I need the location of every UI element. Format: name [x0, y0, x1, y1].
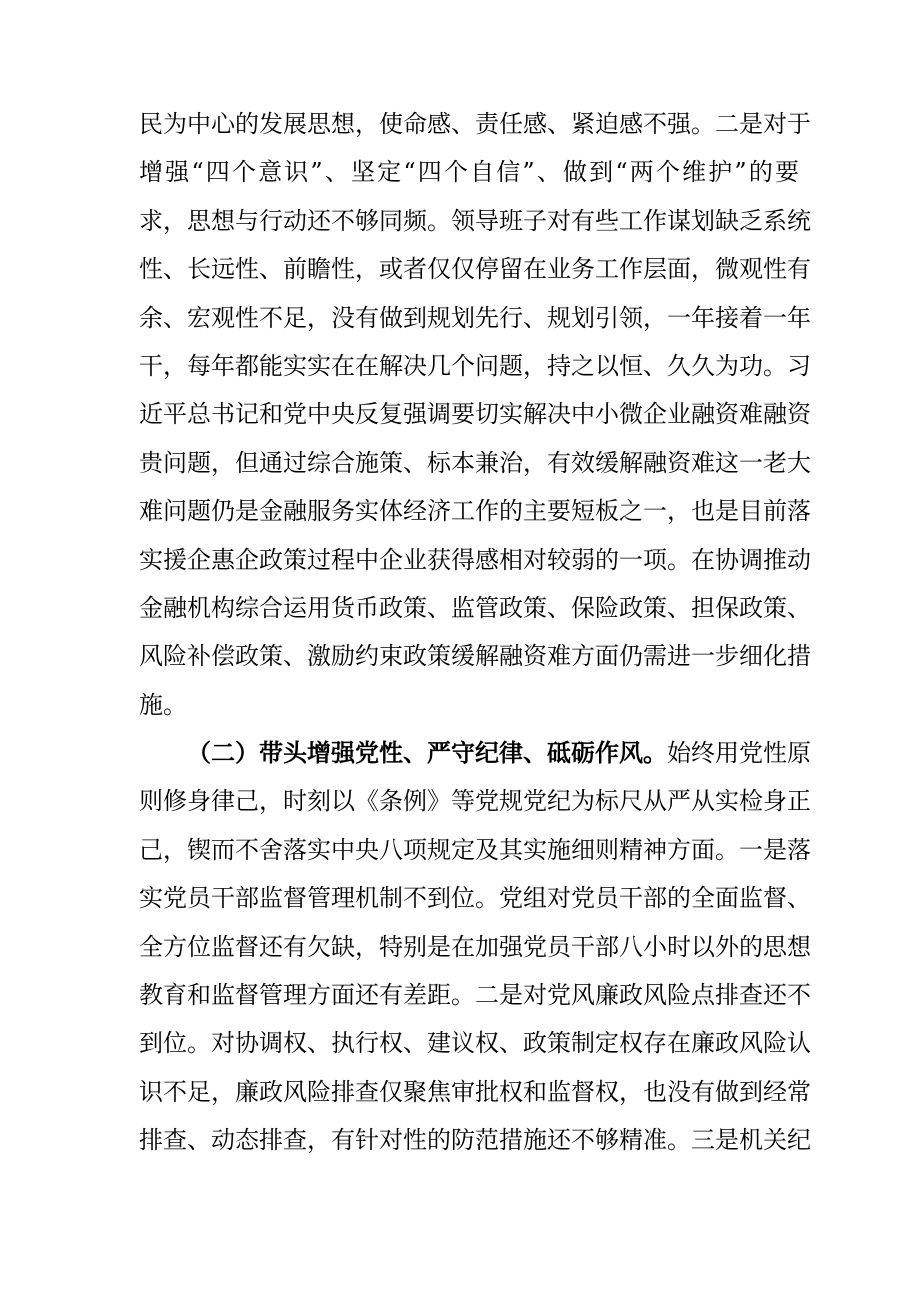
text-line: 金融机构综合运用货币政策、监管政策、保险政策、担保政策、	[139, 593, 811, 622]
text-line: 则修身律己，时刻以《条例》等党规党纪为标尺从严从实检身正	[139, 787, 811, 816]
text-line: 近平总书记和党中央反复强调要切实解决中小微企业融资难融资	[139, 400, 811, 429]
text-line: 干，每年都能实实在在解决几个问题，持之以恒、久久为功。习	[139, 351, 811, 380]
text-line: 全方位监督还有欠缺，特别是在加强党员干部八小时以外的思想	[139, 932, 811, 961]
text-line: 贵问题，但通过综合施策、标本兼治，有效缓解融资难这一老大	[139, 448, 811, 477]
text-line: 余、宏观性不足，没有做到规划先行、规划引领，一年接着一年	[139, 303, 811, 332]
text-line: 实援企惠企政策过程中企业获得感相对较弱的一项。在协调推动	[139, 545, 811, 574]
text-line: 求，思想与行动还不够同频。领导班子对有些工作谋划缺乏系统	[139, 206, 811, 235]
text-line: 教育和监督管理方面还有差距。二是对党风廉政风险点排查还不	[139, 981, 811, 1010]
text-line: 施。	[139, 690, 187, 719]
section-heading: （二）带头增强党性、严守纪律、砥砺作风。	[187, 739, 667, 768]
text-line: 增强“四个意识”、坚定“四个自信”、做到“两个维护”的要	[139, 158, 799, 187]
text-line: 识不足，廉政风险排查仅聚焦审批权和监督权，也没有做到经常	[139, 1077, 811, 1106]
text-line: 实党员干部监督管理机制不到位。党组对党员干部的全面监督、	[139, 884, 811, 913]
text-line: 排查、动态排查，有针对性的防范措施还不够精准。三是机关纪	[139, 1126, 811, 1155]
body-text	[139, 100, 811, 1165]
text-line: 性、长远性、前瞻性，或者仅仅停留在业务工作层面，微观性有	[139, 255, 811, 284]
text-line: 风险补偿政策、激励约束政策缓解融资难方面仍需进一步细化措	[139, 642, 811, 671]
section-heading-line	[139, 729, 811, 777]
text-line: 难问题仍是金融服务实体经济工作的主要短板之一，也是目前落	[139, 497, 811, 526]
text-line: 到位。对协调权、执行权、建议权、政策制定权存在廉政风险认	[139, 1029, 811, 1058]
text-line: 民为中心的发展思想，使命感、责任感、紧迫感不强。二是对于	[139, 110, 811, 138]
text-line: 己，锲而不舍落实中央八项规定及其实施细则精神方面。一是落	[139, 835, 811, 864]
section-heading-rest: 始终用党性原	[667, 739, 811, 768]
